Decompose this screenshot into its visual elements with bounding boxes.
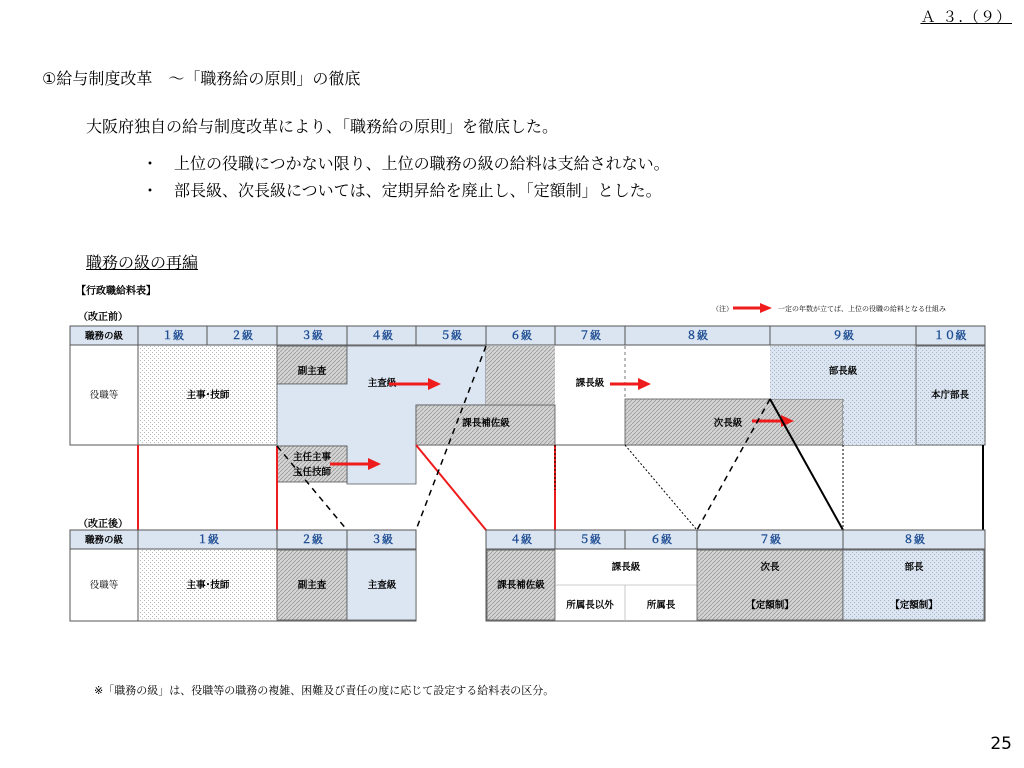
before-grade-4: ４級	[371, 329, 393, 342]
lead-text: 大阪府独自の給与制度改革により、「職務給の原則」を徹底した。	[86, 117, 559, 136]
slide-title: ①給与制度改革 ～「職務給の原則」の徹底	[42, 69, 361, 88]
after-role-shozoku: 所属長	[646, 600, 676, 611]
after-table	[70, 530, 985, 621]
after-grade-7: ７級	[759, 533, 781, 546]
before-grade-2: ２級	[231, 329, 253, 342]
before-role-shunin-2: 主任技師	[292, 467, 332, 478]
before-role-kacho: 課長級	[575, 378, 605, 389]
after-grade-6: ６級	[650, 533, 672, 546]
after-header-label: 職務の級	[84, 535, 124, 546]
after-row-label: 役職等	[89, 580, 119, 591]
after-grade-2: ２級	[301, 533, 323, 546]
before-role-bucho: 部長級	[828, 366, 858, 377]
before-role-honcho: 本庁部長	[930, 390, 970, 401]
before-grade-6: ６級	[510, 329, 532, 342]
before-label: （改正前）	[78, 312, 128, 323]
before-grade-1: １級	[162, 329, 184, 342]
before-row-label: 役職等	[89, 390, 119, 401]
after-role-shuji: 主事･技師	[186, 580, 230, 591]
section-title: 職務の級の再編	[86, 253, 199, 272]
after-label: （改正後）	[78, 519, 128, 530]
after-role-fukushusa: 副主査	[297, 580, 327, 591]
bullet-item: ・ 上位の役職につかない限り、上位の職務の級の給料は支給されない。	[142, 154, 670, 173]
after-role-shozoku-igai: 所属長以外	[566, 600, 614, 611]
after-role-teigaku-2: 【定額制】	[890, 600, 938, 611]
table-title: 【行政職給料表】	[76, 286, 156, 297]
before-role-fukushusa: 副主査	[297, 366, 327, 377]
after-grade-3: ３級	[371, 533, 393, 546]
legend-arrow	[733, 303, 772, 313]
legend-note-label: （注）	[712, 305, 733, 313]
before-grade-8: ８級	[686, 329, 708, 342]
after-role-jicho: 次長	[760, 562, 780, 573]
before-grade-3: ３級	[301, 329, 323, 342]
after-grade-4: ４級	[510, 533, 532, 546]
page-id: Ａ ３.（９）	[920, 8, 1012, 26]
page-number: 25	[990, 734, 1012, 754]
legend-note-text: 一定の年数が立てば、上位の役職の給料となる仕組み	[778, 305, 946, 313]
before-role-shunin-1: 主任主事	[292, 452, 332, 463]
after-grade-5: ５級	[579, 533, 601, 546]
before-role-shusakyu: 主査級	[367, 378, 397, 389]
after-role-teigaku-1: 【定額制】	[746, 600, 794, 611]
before-grade-9: ９級	[832, 329, 854, 342]
after-role-bucho: 部長	[904, 562, 924, 573]
before-header-label: 職務の級	[84, 331, 124, 342]
after-role-kacho: 課長級	[611, 562, 641, 573]
before-table	[70, 326, 985, 484]
after-grade-8: ８級	[903, 533, 925, 546]
before-grade-5: ５級	[440, 329, 462, 342]
after-role-shusakyu: 主査級	[367, 580, 397, 591]
after-role-kachohosa: 課長補佐級	[497, 580, 545, 591]
bullet-item: ・ 部長級、次長級については、定期昇給を廃止し、「定額制」とした。	[142, 181, 662, 200]
before-role-shuji: 主事･技師	[186, 390, 230, 401]
before-role-kachohosa: 課長補佐級	[462, 418, 510, 429]
footnote: ※「職務の級」は、役職等の職務の複雑、困難及び責任の度に応じて設定する給料表の区分。	[94, 684, 555, 697]
before-role-jicho: 次長級	[713, 418, 743, 429]
after-grade-1: １級	[197, 533, 219, 546]
before-grade-10: １０級	[933, 329, 967, 342]
before-grade-7: ７級	[579, 329, 601, 342]
